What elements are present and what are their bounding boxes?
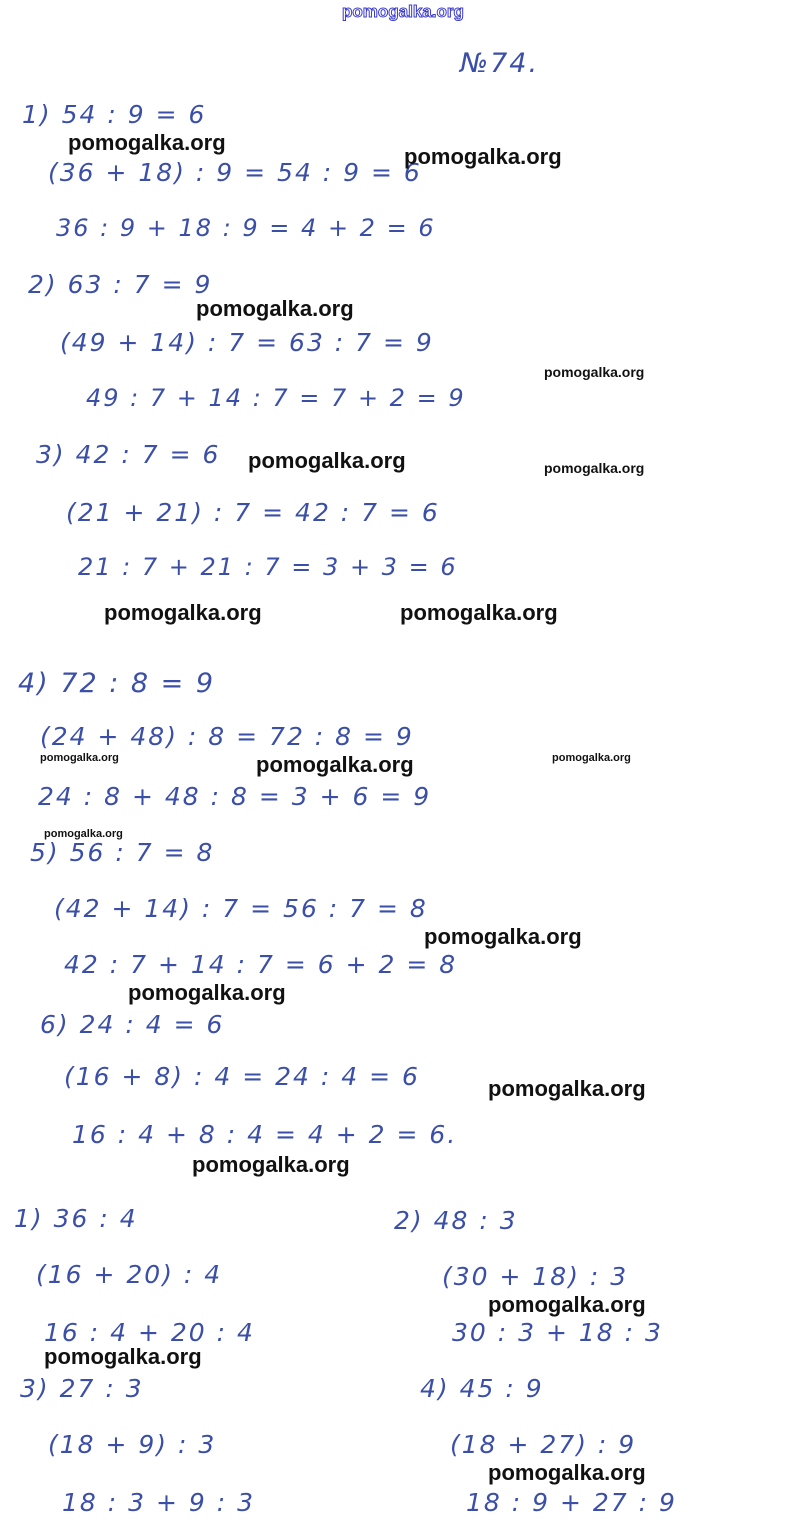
solution-line: 5) 56 : 7 = 8 xyxy=(30,838,215,867)
solution-line: 4) 72 : 8 = 9 xyxy=(18,668,216,699)
watermark: pomogalka.org xyxy=(128,980,286,1005)
watermark: pomogalka.org xyxy=(196,296,354,321)
watermark: pomogalka.org xyxy=(544,364,645,380)
watermark: pomogalka.org xyxy=(404,144,562,169)
solution-line: (30 + 18) : 3 xyxy=(442,1262,629,1291)
watermark: pomogalka.org xyxy=(44,828,123,840)
solution-line: 1) 36 : 4 xyxy=(14,1204,138,1233)
solution-line: (18 + 9) : 3 xyxy=(48,1430,217,1459)
solution-line: 49 : 7 + 14 : 7 = 7 + 2 = 9 xyxy=(86,384,466,412)
solution-line: (16 + 8) : 4 = 24 : 4 = 6 xyxy=(64,1062,420,1091)
watermark: pomogalka.org xyxy=(552,752,631,764)
watermark: pomogalka.org xyxy=(424,924,582,949)
watermark: pomogalka.org xyxy=(44,1344,202,1369)
watermark: pomogalka.org xyxy=(256,752,414,777)
solution-line: 4) 45 : 9 xyxy=(420,1374,544,1403)
solution-line: (36 + 18) : 9 = 54 : 9 = 6 xyxy=(48,158,422,187)
solution-line: 30 : 3 + 18 : 3 xyxy=(452,1318,663,1347)
solution-line: (24 + 48) : 8 = 72 : 8 = 9 xyxy=(40,722,414,751)
top-watermark: pomogalka.org xyxy=(342,2,464,21)
solution-line: (42 + 14) : 7 = 56 : 7 = 8 xyxy=(54,894,428,923)
solution-line: 16 : 4 + 8 : 4 = 4 + 2 = 6. xyxy=(72,1120,458,1149)
solution-line: (18 + 27) : 9 xyxy=(450,1430,637,1459)
watermark: pomogalka.org xyxy=(488,1292,646,1317)
watermark: pomogalka.org xyxy=(248,448,406,473)
solution-line: 18 : 9 + 27 : 9 xyxy=(466,1488,677,1517)
watermark: pomogalka.org xyxy=(40,752,119,764)
watermark: pomogalka.org xyxy=(104,600,262,625)
solution-line: 3) 42 : 7 = 6 xyxy=(36,440,221,469)
solution-line: (16 + 20) : 4 xyxy=(36,1260,223,1289)
problem-number: №74. xyxy=(460,48,540,79)
solution-line: 42 : 7 + 14 : 7 = 6 + 2 = 8 xyxy=(64,950,458,979)
solution-line: 18 : 3 + 9 : 3 xyxy=(62,1488,256,1517)
solution-line: 36 : 9 + 18 : 9 = 4 + 2 = 6 xyxy=(56,214,436,242)
solution-line: 21 : 7 + 21 : 7 = 3 + 3 = 6 xyxy=(78,553,458,581)
solution-line: 3) 27 : 3 xyxy=(20,1374,144,1403)
watermark: pomogalka.org xyxy=(192,1152,350,1177)
watermark: pomogalka.org xyxy=(68,130,226,155)
solution-line: 2) 48 : 3 xyxy=(394,1206,518,1235)
watermark: pomogalka.org xyxy=(488,1076,646,1101)
solution-line: 6) 24 : 4 = 6 xyxy=(40,1010,225,1039)
watermark: pomogalka.org xyxy=(544,460,645,476)
watermark: pomogalka.org xyxy=(488,1460,646,1485)
solution-line: 2) 63 : 7 = 9 xyxy=(28,270,213,299)
solution-line: (21 + 21) : 7 = 42 : 7 = 6 xyxy=(66,498,440,527)
solution-line: (49 + 14) : 7 = 63 : 7 = 9 xyxy=(60,328,434,357)
solution-line: 24 : 8 + 48 : 8 = 3 + 6 = 9 xyxy=(38,782,432,811)
solution-line: 16 : 4 + 20 : 4 xyxy=(44,1318,255,1347)
watermark: pomogalka.org xyxy=(400,600,558,625)
solution-line: 1) 54 : 9 = 6 xyxy=(22,100,207,129)
